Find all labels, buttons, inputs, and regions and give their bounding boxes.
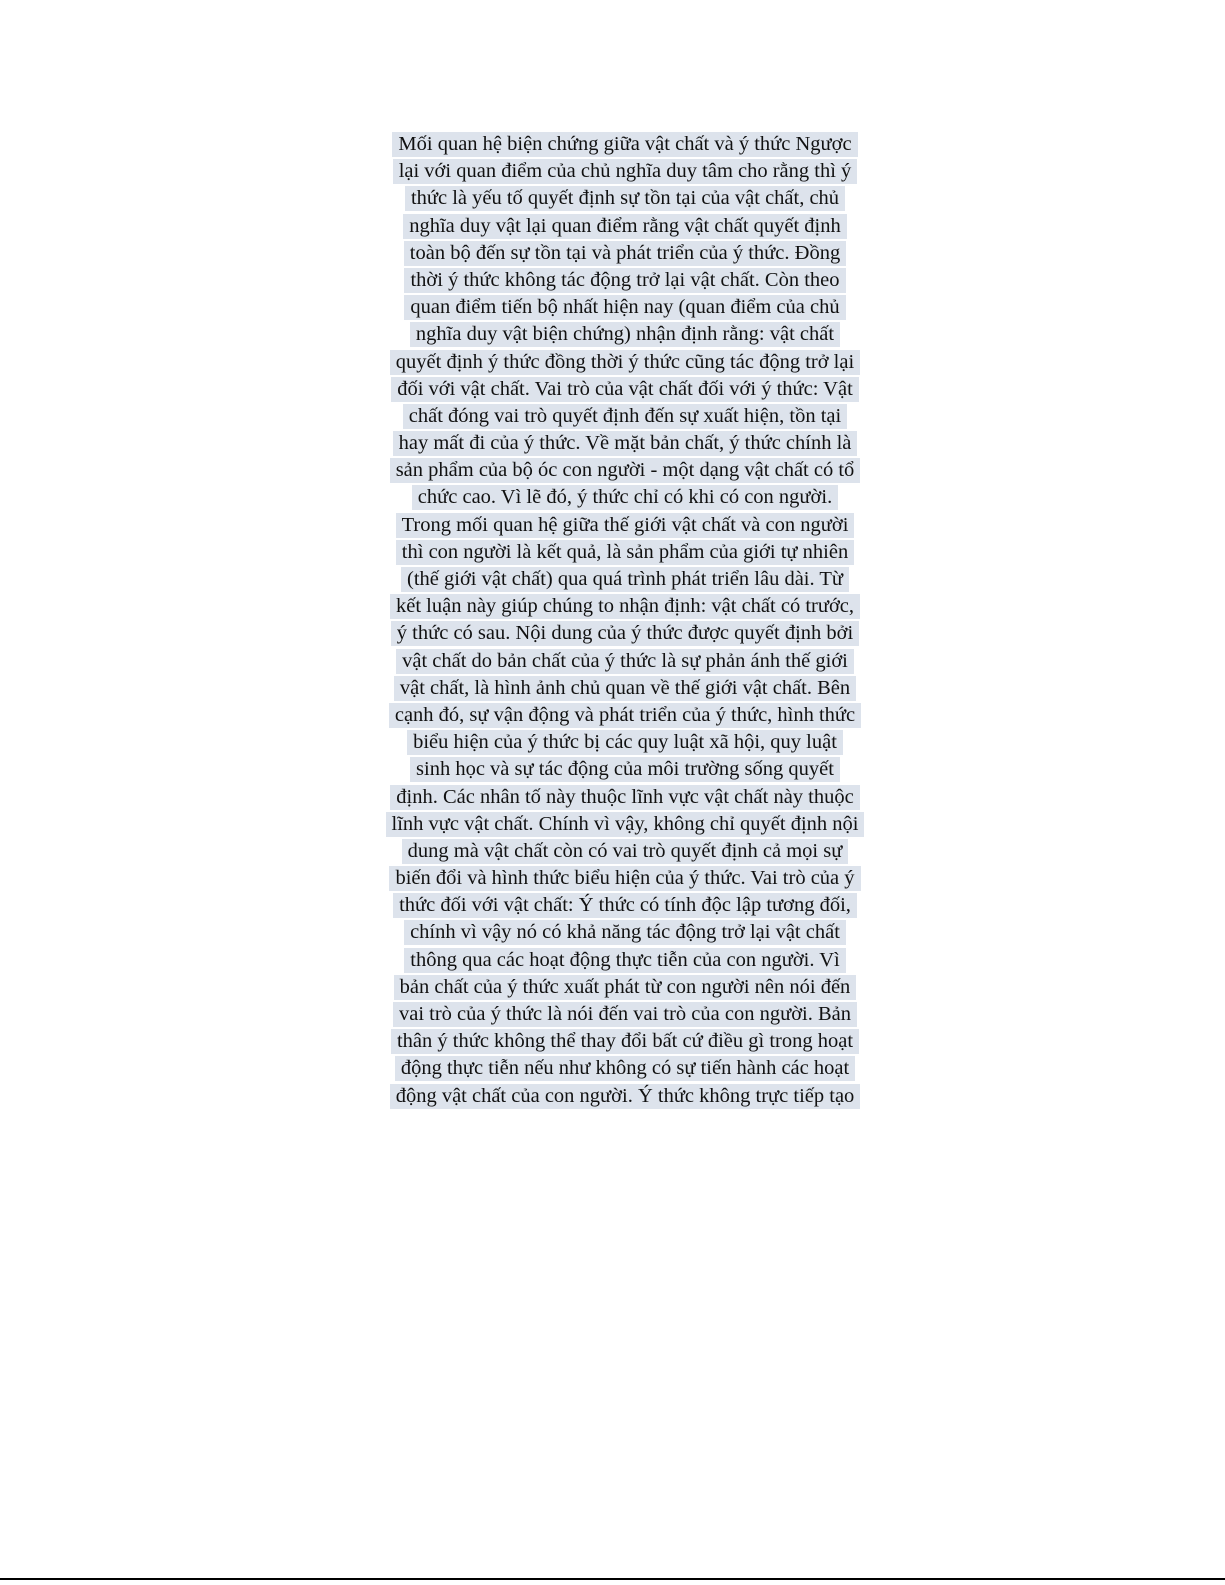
text-line: hay mất đi của ý thức. Về mặt bản chất, ý thức chính là <box>393 431 858 456</box>
text-line: chính vì vậy nó có khả năng tác động trở lại vật chất <box>404 920 846 945</box>
text-line: toàn bộ đến sự tồn tại và phát triển của ý thức. Đồng <box>404 241 846 266</box>
text-line: thời ý thức không tác động trở lại vật chất. Còn theo <box>404 268 845 293</box>
text-line: lĩnh vực vật chất. Chính vì vậy, không chỉ quyết định nội <box>386 812 865 837</box>
text-line: dung mà vật chất còn có vai trò quyết định cả mọi sự <box>402 839 849 864</box>
text-line: đối với vật chất. Vai trò của vật chất đối với ý thức: Vật <box>391 377 859 402</box>
body-text <box>280 132 970 1111</box>
text-line: thì con người là kết quả, là sản phẩm của giới tự nhiên <box>396 540 854 565</box>
text-line: cạnh đó, sự vận động và phát triển của ý thức, hình thức <box>389 703 861 728</box>
text-line: ý thức có sau. Nội dung của ý thức được quyết định bởi <box>391 621 859 646</box>
text-line: vật chất, là hình ảnh chủ quan về thế giới vật chất. Bên <box>394 676 856 701</box>
text-line: kết luận này giúp chúng to nhận định: vật chất có trước, <box>390 594 860 619</box>
text-line: thức đối với vật chất: Ý thức có tính độc lập tương đối, <box>393 893 857 918</box>
text-line: quyết định ý thức đồng thời ý thức cũng tác động trở lại <box>390 350 860 375</box>
text-line: vai trò của ý thức là nói đến vai trò của con người. Bản <box>393 1002 857 1027</box>
text-line: Trong mối quan hệ giữa thế giới vật chất và con người <box>396 513 855 538</box>
text-line: chức cao. Vì lẽ đó, ý thức chỉ có khi có con người. <box>412 485 838 510</box>
text-line: lại với quan điểm của chủ nghĩa duy tâm cho rằng thì ý <box>393 159 858 184</box>
text-line: động vật chất của con người. Ý thức không trực tiếp tạo <box>390 1084 861 1109</box>
text-line: biểu hiện của ý thức bị các quy luật xã hội, quy luật <box>407 730 843 755</box>
text-line: thông qua các hoạt động thực tiễn của con người. Vì <box>404 948 845 973</box>
page-bottom-rule <box>0 1578 1225 1580</box>
text-line: động thực tiễn nếu như không có sự tiến hành các hoạt <box>395 1056 855 1081</box>
text-line: Mối quan hệ biện chứng giữa vật chất và ý thức Ngược <box>392 132 857 157</box>
text-line: vật chất do bản chất của ý thức là sự phản ánh thế giới <box>396 649 854 674</box>
text-line: sản phẩm của bộ óc con người - một dạng vật chất có tổ <box>390 458 861 483</box>
text-line: bản chất của ý thức xuất phát từ con người nên nói đến <box>394 975 857 1000</box>
text-line: biến đổi và hình thức biểu hiện của ý thức. Vai trò của ý <box>389 866 860 891</box>
text-line: thân ý thức không thể thay đổi bất cứ điều gì trong hoạt <box>391 1029 859 1054</box>
text-line: nghĩa duy vật biện chứng) nhận định rằng: vật chất <box>410 322 840 347</box>
text-line: (thế giới vật chất) qua quá trình phát triển lâu dài. Từ <box>401 567 849 592</box>
text-line: sinh học và sự tác động của môi trường sống quyết <box>410 757 840 782</box>
text-line: thức là yếu tố quyết định sự tồn tại của vật chất, chủ <box>405 186 845 211</box>
text-line: định. Các nhân tố này thuộc lĩnh vực vật chất này thuộc <box>390 785 859 810</box>
text-line: chất đóng vai trò quyết định đến sự xuất hiện, tồn tại <box>403 404 847 429</box>
text-line: quan điểm tiến bộ nhất hiện nay (quan điểm của chủ <box>404 295 845 320</box>
text-line: nghĩa duy vật lại quan điểm rằng vật chất quyết định <box>403 214 847 239</box>
